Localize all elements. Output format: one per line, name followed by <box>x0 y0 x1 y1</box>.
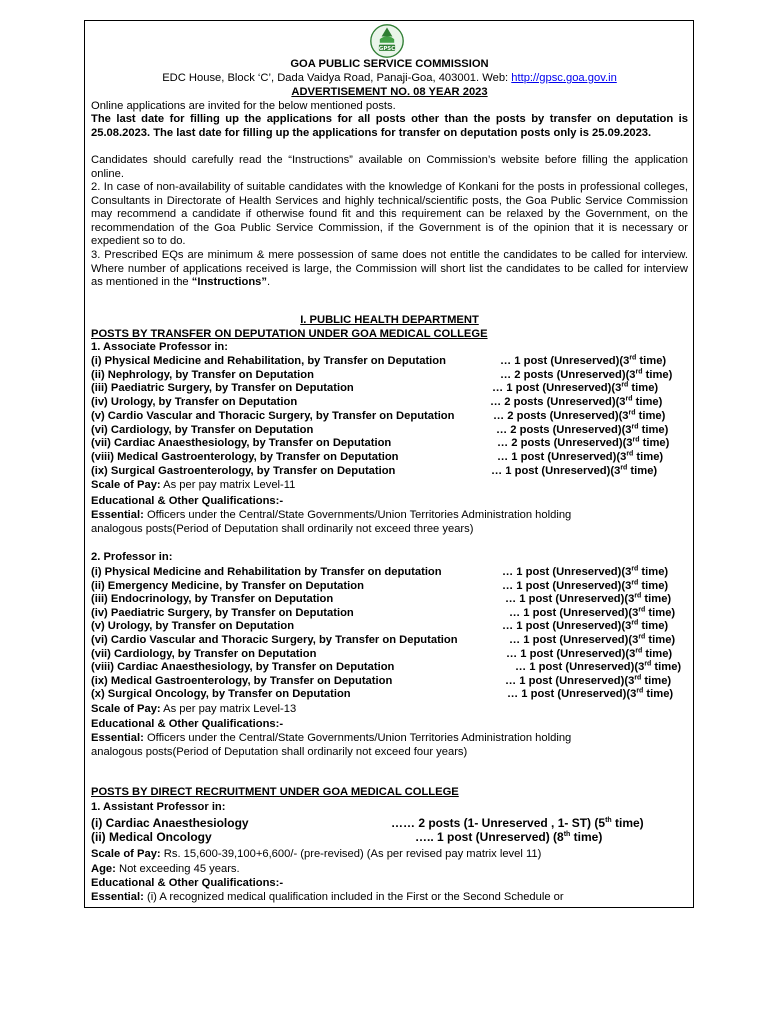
post-row <box>91 355 688 369</box>
post-name: (i) Physical Medicine and Rehabilitation, by Transfer on Deputation <box>91 355 446 367</box>
org-name: GOA PUBLIC SERVICE COMMISSION <box>290 58 489 70</box>
intro-eq-note: 3. Prescribed EQs are minimum & mere possession of same does not entitle the candidates to be called for interview. Where number of applications received is large, the Commission will short list the candidates to be called for interview as mentioned in the “Instructions”. <box>91 249 688 289</box>
post-row <box>91 648 688 662</box>
post-count: … 1 post (Unreserved)(3rd time) <box>500 354 667 367</box>
prof-edu-heading: Educational & Other Qualifications:- <box>91 718 284 730</box>
post-count: … 2 posts (Unreserved)(3rd time) <box>490 395 663 409</box>
post-count: … 1 post (Unreserved)(3rd time) <box>506 646 673 660</box>
post-row <box>91 831 688 845</box>
post-count: ….. 1 post (Unreserved) (8th time) <box>415 830 603 845</box>
advertisement-number: ADVERTISEMENT NO. 08 YEAR 2023 <box>291 86 488 98</box>
post-count: … 1 post (Unreserved)(3rd time) <box>509 633 676 646</box>
post-count: …… 2 posts (1- Unreserved , 1- ST) (5th time) <box>391 816 644 830</box>
post-name: (ii) Nephrology, by Transfer on Deputation <box>91 368 314 381</box>
post-row <box>91 607 688 621</box>
post-row <box>91 580 688 594</box>
post-name: (i) Cardiac Anaesthesiology <box>91 816 249 830</box>
intro-instructions: Candidates should carefully read the “Instructions” available on Commission’s website before filling the application online. <box>91 154 688 180</box>
post-row <box>91 675 688 689</box>
post-count: … 1 post (Unreserved)(3rd time) <box>507 687 674 701</box>
professor-heading: 2. Professor in: <box>91 551 173 563</box>
intro-last-date: The last date for filling up the applications for all posts other than the posts by transfer on deputation is 25.08.2023. The last date for filling up the applications for transfer on deputation posts only is 25.09.2023. <box>91 113 688 139</box>
associate-professor-heading: 1. Associate Professor in: <box>91 341 228 353</box>
post-row <box>91 369 688 383</box>
post-row <box>91 396 688 410</box>
post-count: … 2 posts (Unreserved)(3rd time) <box>493 409 666 422</box>
address-text: EDC House, Block ‘C’, Dada Vaidya Road, Panaji-Goa, 403001. Web: <box>162 72 512 84</box>
post-count: … 1 post (Unreserved)(3rd time) <box>505 592 672 606</box>
post-row <box>91 410 688 424</box>
post-count: … 1 post (Unreserved)(3rd time) <box>502 619 669 633</box>
post-row <box>91 465 688 479</box>
prof-essential-cont: analogous posts(Period of Deputation shall ordinarily not exceed four years) <box>91 746 468 758</box>
post-count: … 1 post (Unreserved)(3rd time) <box>505 674 672 687</box>
post-name: (i) Physical Medicine and Rehabilitation by Transfer on deputation <box>91 566 442 578</box>
post-name: (vi) Cardiology, by Transfer on Deputation <box>91 423 314 436</box>
post-count: … 2 posts (Unreserved)(3rd time) <box>496 422 669 436</box>
post-row <box>91 437 688 451</box>
post-name: (viii) Cardiac Anaesthesiology, by Transfer on Deputation <box>91 661 395 674</box>
department-title: I. PUBLIC HEALTH DEPARTMENT <box>300 314 479 326</box>
post-count: … 1 post (Unreserved)(3rd time) <box>502 578 669 592</box>
post-name: (iv) Urology, by Transfer on Deputation <box>91 396 298 409</box>
assistant-professor-heading: 1. Assistant Professor in: <box>91 801 226 813</box>
post-row <box>91 451 688 465</box>
post-count: … 1 post (Unreserved)(3rd time) <box>502 565 669 578</box>
post-name: (iii) Endocrinology, by Transfer on Deputation <box>91 593 334 606</box>
address-line <box>91 72 688 86</box>
post-count: … 1 post (Unreserved)(3rd time) <box>497 450 664 463</box>
post-row <box>91 817 688 831</box>
prof-scale-of-pay: Scale of Pay: As per pay matrix Level-13 <box>91 703 297 715</box>
assoc-essential: Essential: Officers under the Central/State Governments/Union Territories Administration holding <box>91 509 572 521</box>
gpsc-emblem-icon <box>369 23 405 59</box>
post-name: (v) Urology, by Transfer on Deputation <box>91 620 295 633</box>
asst-edu-heading: Educational & Other Qualifications:- <box>91 877 284 889</box>
post-row <box>91 424 688 438</box>
post-name: (iii) Paediatric Surgery, by Transfer on Deputation <box>91 382 354 395</box>
post-name: (ii) Medical Oncology <box>91 830 212 845</box>
website-link[interactable]: http://gpsc.goa.gov.in <box>511 72 617 84</box>
post-count: … 2 posts (Unreserved)(3rd time) <box>500 367 673 381</box>
post-row <box>91 382 688 396</box>
assoc-essential-cont: analogous posts(Period of Deputation shall ordinarily not exceed three years) <box>91 523 474 535</box>
prof-essential: Essential: Officers under the Central/State Governments/Union Territories Administration holding <box>91 732 572 744</box>
assoc-scale-of-pay: Scale of Pay: As per pay matrix Level-11 <box>91 479 296 491</box>
asst-essential: Essential: (i) A recognized medical qualification included in the First or the Second Schedule or <box>91 891 564 903</box>
post-row <box>91 634 688 648</box>
post-name: (viii) Medical Gastroenterology, by Transfer on Deputation <box>91 450 399 463</box>
intro-konkani-note: 2. In case of non-availability of suitable candidates with the knowledge of Konkani for the posts in professional colleges, Consultants in Directorate of Health Services and highly technical/scientific posts, the Goa Public Service Commission may recommend a candidate if otherwise found fit and this requirement can be relaxed by the Government, on the recommendation of the Goa Public Service Commission, if the Government is of the opinion that it is necessary or expedient so to do. <box>91 181 688 248</box>
post-row <box>91 593 688 607</box>
post-count: … 1 post (Unreserved)(3rd time) <box>491 463 658 477</box>
assoc-edu-heading: Educational & Other Qualifications:- <box>91 495 284 507</box>
asst-scale-of-pay: Scale of Pay: Rs. 15,600-39,100+6,600/- (pre-revised) (As per revised pay matrix level 11) <box>91 848 542 860</box>
post-name: (vii) Cardiology, by Transfer on Deputation <box>91 647 317 660</box>
logo-text: GPSC <box>378 46 396 52</box>
post-name: (ix) Surgical Gastroenterology, by Transfer on Deputation <box>91 464 396 477</box>
post-name: (iv) Paediatric Surgery, by Transfer on Deputation <box>91 606 354 619</box>
post-row <box>91 661 688 675</box>
advertisement-page <box>84 20 694 908</box>
post-name: (vi) Cardio Vascular and Thoracic Surgery, by Transfer on Deputation <box>91 634 458 646</box>
post-name: (vii) Cardiac Anaesthesiology, by Transfer on Deputation <box>91 437 392 450</box>
post-row <box>91 566 688 580</box>
post-count: … 2 posts (Unreserved)(3rd time) <box>497 436 670 450</box>
asst-age: Age: Not exceeding 45 years. <box>91 863 240 875</box>
post-row <box>91 620 688 634</box>
post-count: … 1 post (Unreserved)(3rd time) <box>509 606 676 619</box>
post-count: … 1 post (Unreserved)(3rd time) <box>492 381 659 395</box>
post-name: (v) Cardio Vascular and Thoracic Surgery, by Transfer on Deputation <box>91 409 455 422</box>
post-name: (x) Surgical Oncology, by Transfer on Deputation <box>91 688 351 701</box>
direct-recruitment-heading: POSTS BY DIRECT RECRUITMENT UNDER GOA MEDICAL COLLEGE <box>91 786 459 798</box>
deputation-heading: POSTS BY TRANSFER ON DEPUTATION UNDER GOA MEDICAL COLLEGE <box>91 328 488 340</box>
post-name: (ix) Medical Gastroenterology, by Transfer on Deputation <box>91 674 393 687</box>
post-row <box>91 688 688 702</box>
intro-invite: Online applications are invited for the below mentioned posts. <box>91 100 396 112</box>
post-name: (ii) Emergency Medicine, by Transfer on Deputation <box>91 579 364 592</box>
post-count: … 1 post (Unreserved)(3rd time) <box>515 660 682 674</box>
